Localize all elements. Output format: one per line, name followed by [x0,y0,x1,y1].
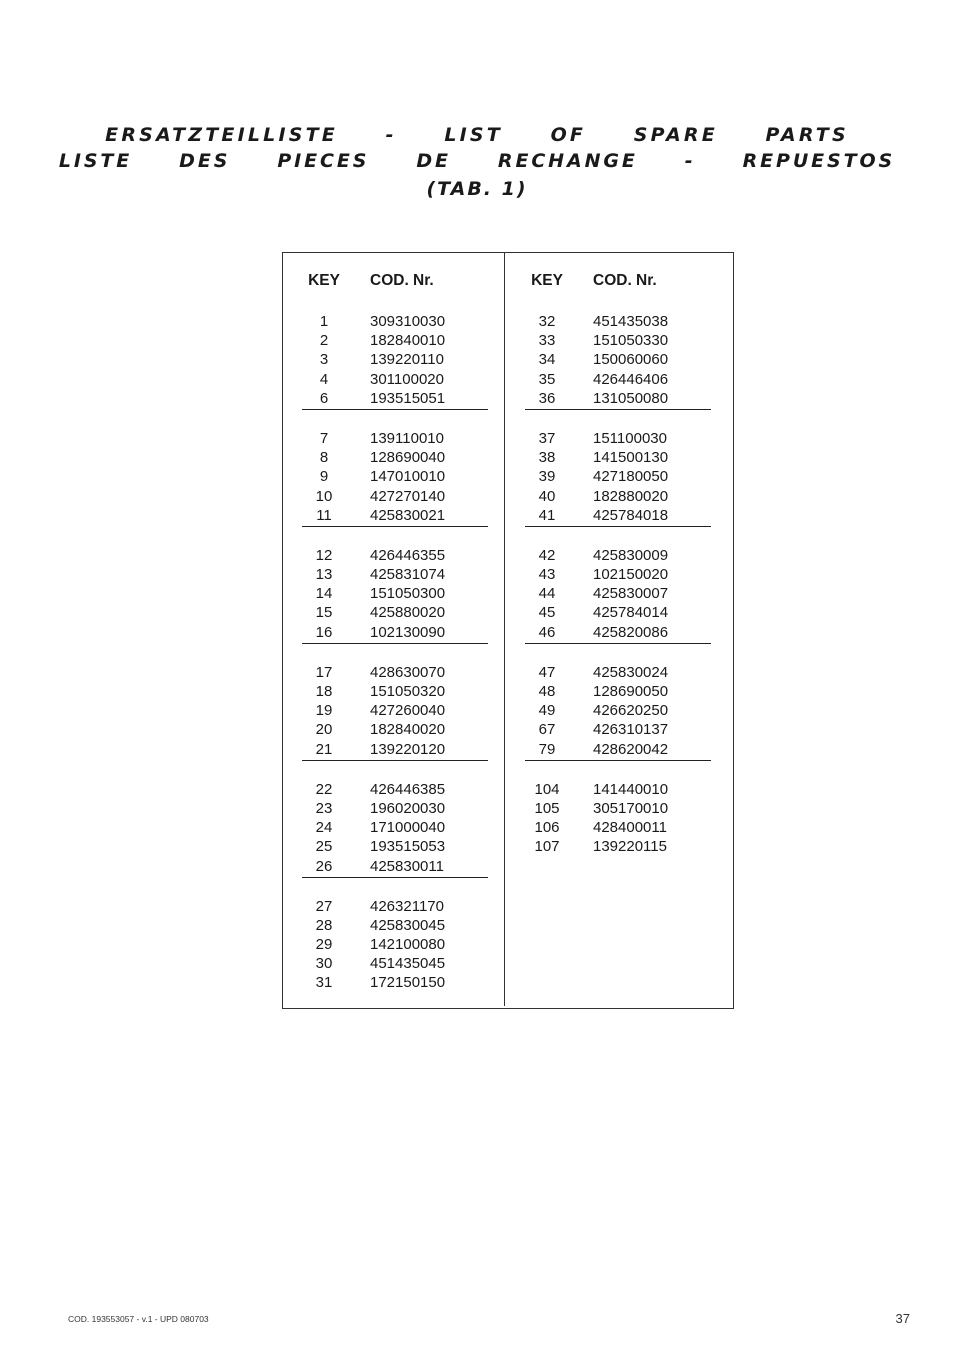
row-group [302,897,488,993]
key-cell: 3 [319,351,329,369]
key-cell: 10 [315,487,333,505]
table-row [302,837,488,856]
table-row [525,663,711,682]
row-groups [525,312,711,857]
key-cell: 40 [538,487,556,505]
table-row [302,487,488,506]
key-cell: 4 [319,370,329,388]
key-cell: 32 [538,313,556,330]
code-cell: 151050320 [370,683,446,700]
key-cell: 19 [315,702,333,720]
key-cell: 15 [315,604,333,622]
title-line-1: ERSATZTEILLISTE - LIST OF SPARE PARTS [105,124,849,146]
code-cell: 425784014 [593,604,669,622]
table-row [525,623,711,642]
code-cell: 182880020 [593,487,669,505]
page-number: 37 [895,1311,910,1326]
code-cell: 428620042 [593,740,669,758]
table-row [525,487,711,506]
code-cell: 139220115 [593,838,667,856]
key-cell: 14 [315,585,333,603]
key-cell: 104 [534,780,560,798]
code-cell: 426620250 [593,702,669,720]
table-row [525,312,711,331]
table-row [525,370,711,389]
key-cell: 36 [538,389,556,407]
table-row [302,897,488,916]
key-cell: 30 [315,955,333,973]
code-cell: 425830024 [593,663,669,681]
code-cell: 131050080 [593,389,669,407]
code-cell: 141500130 [593,449,669,467]
code-cell: 427260040 [370,702,446,720]
table-column-right [525,272,711,857]
key-cell: 37 [538,429,556,447]
key-cell: 43 [538,566,556,584]
key-cell: 39 [538,468,556,486]
key-cell: 17 [315,663,333,681]
key-cell: 25 [315,838,333,856]
table-row [302,663,488,682]
code-cell: 172150150 [370,974,446,992]
table-row [302,370,488,389]
table-row [302,467,488,486]
key-cell: 18 [315,683,333,700]
key-cell: 24 [315,819,333,837]
code-cell: 102130090 [370,623,446,641]
code-cell: 142100080 [370,936,446,954]
code-header: COD. Nr. [593,272,657,289]
code-cell: 141440010 [593,780,669,798]
key-cell: 23 [315,799,333,817]
table-row [302,799,488,818]
key-cell: 47 [538,663,556,681]
key-cell: 26 [315,857,333,875]
key-cell: 16 [315,623,333,641]
code-cell: 151050330 [593,332,669,350]
table-row [525,720,711,739]
table-row [302,857,488,876]
key-cell: 7 [319,429,329,447]
key-header: KEY [308,272,340,289]
code-cell: 182840020 [370,721,446,739]
table-row [302,565,488,584]
key-cell: 31 [315,974,333,992]
code-cell: 428630070 [370,663,446,681]
table-row [302,389,488,408]
key-cell: 28 [315,916,333,934]
row-group [525,780,711,857]
row-group [302,312,488,410]
table-row [302,350,488,369]
code-cell: 427270140 [370,487,446,505]
table-row [525,682,711,701]
key-cell: 8 [319,449,329,467]
table-row [525,565,711,584]
table-row [302,682,488,701]
code-cell: 427180050 [593,468,669,486]
table-row [302,603,488,622]
table-row [525,818,711,837]
code-cell: 425820086 [593,623,669,641]
code-cell: 428400011 [593,819,667,837]
column-divider [504,252,505,1006]
table-row [525,701,711,720]
code-cell: 151050300 [370,585,446,603]
title-line-2: LISTE DES PIECES DE RECHANGE - REPUESTOS [58,150,896,172]
code-cell: 425830021 [370,506,446,524]
code-cell: 139110010 [370,429,444,447]
key-cell: 44 [538,585,556,603]
key-cell: 2 [319,332,329,350]
code-cell: 150060060 [593,351,669,369]
table-column-left [302,272,488,993]
table-row [302,584,488,603]
title-line-3: (TAB. 1) [426,178,528,200]
row-group [302,429,488,527]
key-cell: 27 [315,897,333,915]
table-row [525,331,711,350]
code-cell: 451435038 [593,313,669,330]
code-cell: 425784018 [593,506,669,524]
key-header: KEY [531,272,563,289]
row-group [525,546,711,644]
key-cell: 42 [538,546,556,564]
code-cell: 425830007 [593,585,669,603]
code-cell: 426321170 [370,897,444,915]
code-cell: 193515053 [370,838,446,856]
code-cell: 171000040 [370,819,446,837]
row-group [525,429,711,527]
key-cell: 9 [319,468,329,486]
code-cell: 425831074 [370,566,446,584]
key-cell: 20 [315,721,333,739]
code-cell: 451435045 [370,955,446,973]
code-cell: 309310030 [370,313,446,330]
table-row [302,740,488,759]
key-cell: 79 [538,740,556,758]
table-row [302,312,488,331]
table-row [525,603,711,622]
table-row [302,701,488,720]
code-cell: 426446406 [593,370,669,388]
key-cell: 105 [534,799,560,817]
code-cell: 425880020 [370,604,446,622]
key-cell: 12 [315,546,333,564]
table-row [525,429,711,448]
code-cell: 147010010 [370,468,446,486]
key-cell: 45 [538,604,556,622]
column-header [302,272,488,292]
table-row [302,429,488,448]
code-cell: 182840010 [370,332,446,350]
table-row [525,780,711,799]
row-group [302,780,488,878]
row-group [302,663,488,761]
code-header: COD. Nr. [370,272,434,289]
code-cell: 426310137 [593,721,669,739]
table-row [302,973,488,992]
table-row [302,331,488,350]
key-cell: 107 [534,838,560,856]
key-cell: 33 [538,332,556,350]
code-cell: 425830009 [593,546,669,564]
code-cell: 151100030 [593,429,667,447]
key-cell: 67 [538,721,556,739]
code-cell: 301100020 [370,370,444,388]
table-row [302,780,488,799]
table-row [525,837,711,856]
code-cell: 139220110 [370,351,444,369]
key-cell: 29 [315,936,333,954]
table-row [302,916,488,935]
code-cell: 193515051 [370,389,446,407]
code-cell: 128690050 [593,683,669,700]
document-code: COD. 193553057 - v.1 - UPD 080703 [68,1314,209,1324]
table-row [525,389,711,408]
key-cell: 49 [538,702,556,720]
code-cell: 425830011 [370,857,444,875]
table-row [302,546,488,565]
table-row [525,506,711,525]
key-cell: 38 [538,449,556,467]
table-row [525,799,711,818]
table-row [525,448,711,467]
table-row [525,350,711,369]
table-row [302,506,488,525]
table-row [302,623,488,642]
key-cell: 41 [538,506,556,524]
code-cell: 196020030 [370,799,446,817]
row-group [525,663,711,761]
row-groups [302,312,488,993]
code-cell: 426446355 [370,546,446,564]
key-cell: 13 [315,566,333,584]
key-cell: 1 [319,313,329,330]
table-row [302,935,488,954]
column-header [525,272,711,292]
code-cell: 102150020 [593,566,669,584]
row-group [302,546,488,644]
table-row [525,584,711,603]
key-cell: 106 [534,819,560,837]
code-cell: 426446385 [370,780,446,798]
row-group [525,312,711,410]
table-row [302,448,488,467]
key-cell: 35 [538,370,556,388]
key-cell: 34 [538,351,556,369]
key-cell: 6 [319,389,329,407]
key-cell: 48 [538,683,556,700]
key-cell: 46 [538,623,556,641]
table-row [302,818,488,837]
key-cell: 22 [315,780,333,798]
code-cell: 425830045 [370,916,446,934]
table-row [525,467,711,486]
code-cell: 305170010 [593,799,669,817]
code-cell: 139220120 [370,740,446,758]
code-cell: 128690040 [370,449,446,467]
key-cell: 21 [315,740,333,758]
table-row [525,740,711,759]
table-row [525,546,711,565]
table-row [302,720,488,739]
key-cell: 11 [316,506,332,524]
table-row [302,954,488,973]
